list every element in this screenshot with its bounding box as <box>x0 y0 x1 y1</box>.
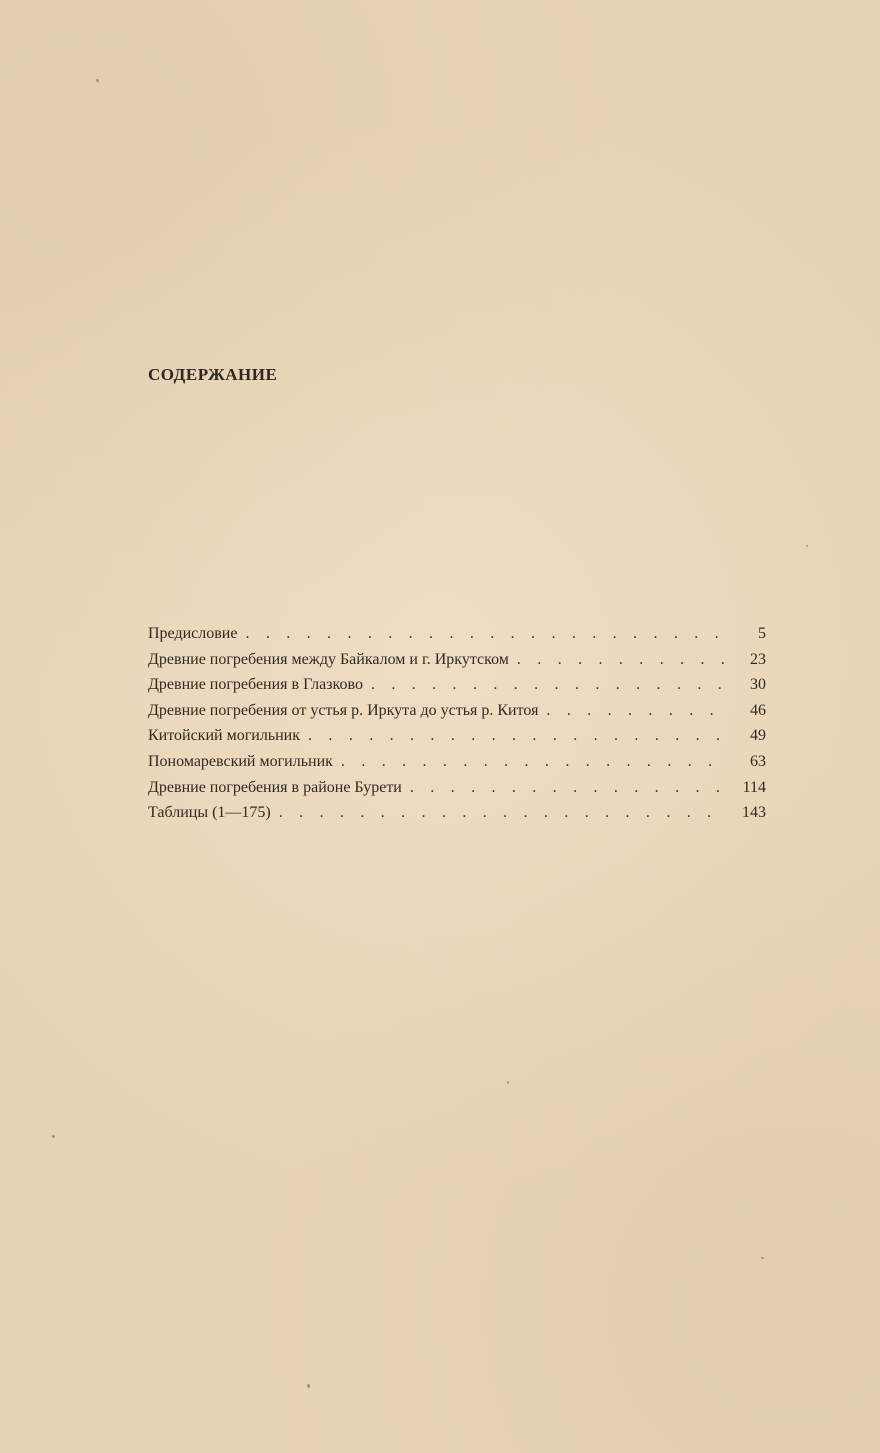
dot-leader <box>245 621 726 647</box>
toc-entry-title: Древние погребения в районе Бурети <box>148 778 402 796</box>
toc-entry-page: 46 <box>750 701 766 719</box>
dot-leader <box>517 647 726 673</box>
dot-leader <box>371 672 726 698</box>
dot-leader <box>546 698 726 724</box>
dot-leader <box>308 723 726 749</box>
paper-speck <box>307 1384 310 1388</box>
toc-entry-page: 5 <box>758 625 766 642</box>
toc-entry <box>148 621 766 647</box>
toc-entry <box>148 749 766 775</box>
toc-entry-title: Китойский могильник <box>148 727 301 745</box>
dot-leader <box>279 800 726 826</box>
toc-entry-title: Таблицы (1—175) <box>148 804 271 822</box>
toc-entry-page: 30 <box>750 676 766 694</box>
paper-speck <box>96 79 99 82</box>
contents-heading: СОДЕРЖАНИЕ <box>148 365 278 384</box>
dot-leader <box>410 775 726 801</box>
toc-entry <box>148 723 766 749</box>
toc-entry <box>148 800 766 826</box>
toc-entry-title: Предисловие <box>148 625 238 642</box>
paper-speck <box>806 545 808 547</box>
paper-speck <box>507 1081 509 1084</box>
toc-entry-page: 114 <box>742 778 766 796</box>
paper-speck <box>761 1257 764 1259</box>
dot-leader <box>341 749 726 775</box>
toc-entry-page: 63 <box>750 752 766 770</box>
table-of-contents <box>148 621 766 826</box>
toc-entry-page: 49 <box>750 727 766 745</box>
paper-speck <box>52 1135 55 1138</box>
toc-entry <box>148 775 766 801</box>
toc-entry <box>148 647 766 673</box>
toc-entry <box>148 698 766 724</box>
toc-entry-page: 23 <box>750 650 766 668</box>
toc-entry-page: 143 <box>742 804 766 822</box>
toc-entry-title: Пономаревский могильник <box>148 752 333 770</box>
toc-entry-title: Древние погребения от устья р. Иркута до устья р. Китоя <box>148 701 539 719</box>
toc-entry-title: Древние погребения между Байкалом и г. Иркутском <box>148 650 509 668</box>
toc-entry <box>148 672 766 698</box>
toc-entry-title: Древние погребения в Глазково <box>148 676 363 694</box>
